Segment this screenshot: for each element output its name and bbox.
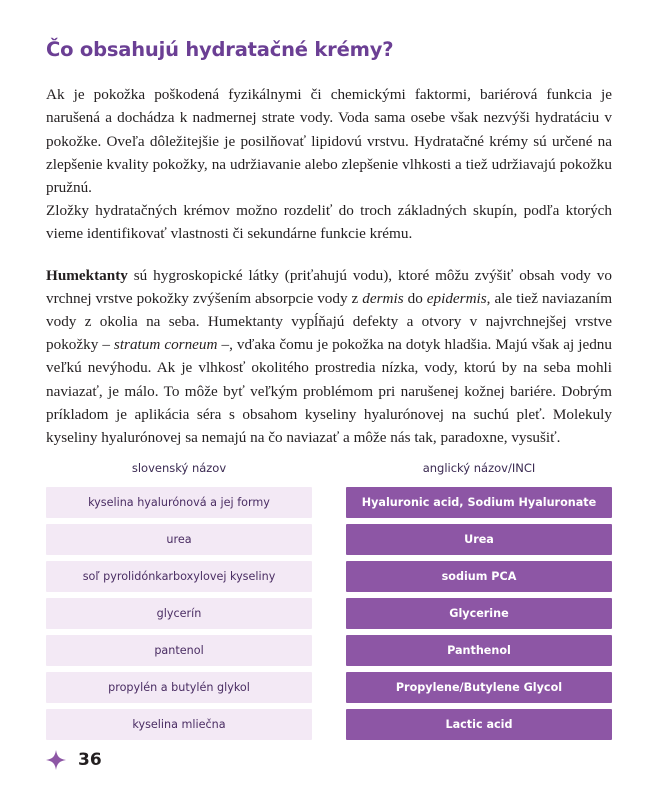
humectants-text-2: do	[403, 290, 427, 308]
page-footer	[46, 750, 102, 770]
paragraph-1: Ak je pokožka poškodená fyzikálnymi či chemickými faktormi, bariérová funkcia je narušená a dochádza k nadmernej strate vody. Voda sama osebe však nezvýši hydratáciu v pokožke. Oveľa dôležitejšie je posilňovať lipidovú vrstvu. Hydratačné krémy sú určené na zlepšenie kvality pokožky, na udržiavanie alebo zlepšenie vlhkosti a tiež udržiavajú pokožku pružnú.	[46, 86, 612, 196]
ingredients-table-wrapper	[46, 455, 612, 746]
ingredients-table	[46, 455, 612, 746]
table-row	[46, 524, 612, 555]
cell-gap	[312, 524, 346, 555]
humectants-lead: Humektanty	[46, 267, 128, 285]
cell-english: Glycerine	[346, 598, 612, 629]
table-header-row	[46, 461, 612, 481]
cell-slovak: propylén a butylén glykol	[46, 672, 312, 703]
cell-english: Lactic acid	[346, 709, 612, 740]
cell-slovak: pantenol	[46, 635, 312, 666]
cell-slovak: kyselina hyalurónová a jej formy	[46, 487, 312, 518]
cell-english: Propylene/Butylene Glycol	[346, 672, 612, 703]
term-dermis: dermis	[362, 290, 404, 308]
table-row	[46, 561, 612, 592]
cell-english: Hyaluronic acid, Sodium Hyaluronate	[346, 487, 612, 518]
cell-slovak: glycerín	[46, 598, 312, 629]
cell-english: Panthenol	[346, 635, 612, 666]
column-header-slovak: slovenský názov	[131, 461, 227, 475]
cell-gap	[312, 598, 346, 629]
cell-gap	[312, 709, 346, 740]
cell-gap	[312, 487, 346, 518]
table-body	[46, 487, 612, 740]
term-epidermis: epidermis	[426, 290, 487, 308]
table-row	[46, 598, 612, 629]
term-stratum-corneum: stratum corneum	[113, 336, 218, 354]
page-content	[46, 38, 612, 449]
cell-slovak: soľ pyrolidónkarboxylovej kyseliny	[46, 561, 312, 592]
table-row	[46, 487, 612, 518]
page-title: Čo obsahujú hydratačné krémy?	[46, 38, 394, 61]
cell-gap	[312, 561, 346, 592]
table-row	[46, 709, 612, 740]
page-number: 36	[78, 750, 102, 770]
humectants-text-3: , ale tiež naviazaním vody z okolia na seba. Humektanty vypĺňajú defekty a otvory v najvrchnejšej vrstve pokožky –	[46, 290, 613, 354]
paragraph-2: Zložky hydratačných krémov možno rozdeliť do troch základných skupín, podľa ktorých vieme identifikovať vlastnosti či sekundárne funkcie krému.	[46, 201, 612, 242]
cell-english: sodium PCA	[346, 561, 612, 592]
cell-gap	[312, 635, 346, 666]
cell-slovak: urea	[46, 524, 312, 555]
table-row	[46, 672, 612, 703]
star-icon	[46, 750, 66, 770]
paragraph-humectants	[46, 264, 612, 449]
column-header-english: anglický názov/INCI	[422, 461, 536, 475]
humectants-text-4: –, vďaka čomu je pokožka na dotyk hladšia. Majú však aj jednu veľkú nevýhodu. Ak je vlhkosť okolitého prostredia nízka, vody, ktorú by na seba mohli naviazať, je málo. To môže byť veľkým problémom pri narušenej kožnej bariére. Dobrým príkladom je aplikácia séra s obsahom kyseliny hyalurónovej na suchú pleť. Molekuly kyseliny hyalurónovej sa nemajú na čo naviazať a môže nás tak, paradoxne, vysušiť.	[46, 336, 612, 446]
table-head	[46, 461, 612, 481]
humectants-text-1: sú hygroskopické látky (priťahujú vodu), ktoré môžu zvýšiť obsah vody vo vrchnej vrstve pokožky zvýšením absorpcie vody z	[46, 267, 612, 308]
table-row	[46, 635, 612, 666]
cell-english: Urea	[346, 524, 612, 555]
column-gap	[312, 461, 346, 481]
cell-gap	[312, 672, 346, 703]
cell-slovak: kyselina mliečna	[46, 709, 312, 740]
